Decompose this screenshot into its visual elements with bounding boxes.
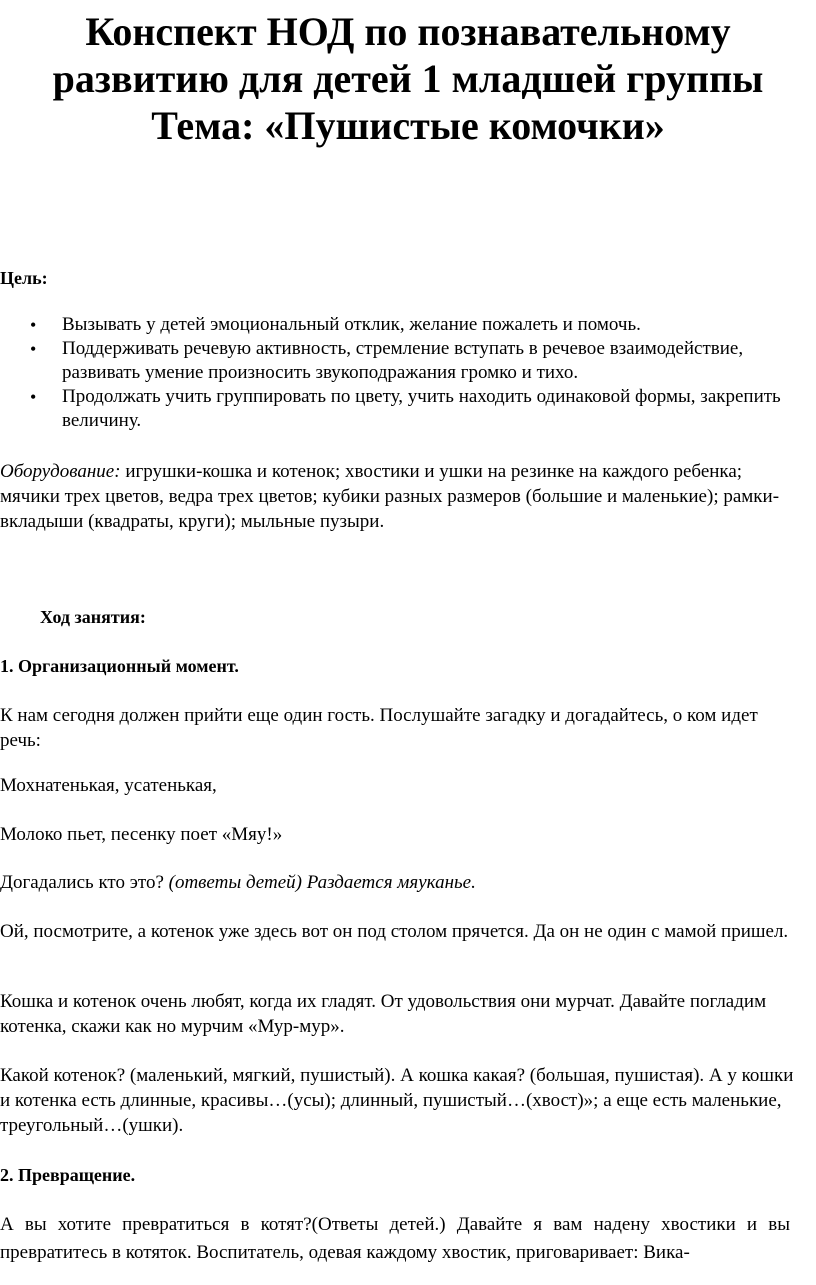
transformation-paragraph: А вы хотите превратиться в котят?(Ответы детей.) Давайте я вам надену хвостики и вы превратитесь в котяток. Воспитатель, одевая каждому хвостик, приговаривает: Вика- bbox=[0, 1214, 790, 1263]
goal-item: • Продолжать учить группировать по цвету, учить находить одинаковой формы, закрепить величину. bbox=[0, 385, 800, 433]
goal-item: • Вызывать у детей эмоциональный отклик, желание пожалеть и помочь. bbox=[0, 313, 800, 337]
stroke-paragraph: Кошка и котенок очень любят, когда их гладят. От удовольствия они мурчат. Давайте погладим котенка, скажи как но мурчим «Мур-мур». bbox=[0, 991, 767, 1037]
equipment-paragraph bbox=[0, 459, 800, 534]
title-line-1: Конспект НОД по познавательному bbox=[85, 9, 731, 54]
questions-paragraph: Какой котенок? (маленький, мягкий, пушистый). А кошка какая? (большая, пушистая). А у кошки и котенка есть длинные, красивы…(усы); длинный, пушистый…(хвост)»; а еще есть маленькие, треугольный…(ушки). bbox=[0, 1065, 794, 1136]
guess-text: Догадались кто это? bbox=[0, 872, 169, 893]
riddle-line-1: Мохнатенькая, усатенькая, bbox=[0, 775, 217, 796]
goal-heading: Цель: bbox=[0, 268, 48, 288]
goal-item: • Поддерживать речевую активность, стремление вступать в речевое взаимодействие, развивать умение произносить звукоподражания громко и тихо. bbox=[0, 337, 800, 385]
section-1-heading: 1. Организационный момент. bbox=[0, 656, 239, 676]
kitten-paragraph: Ой, посмотрите, а котенок уже здесь вот он под столом прячется. Да он не один с мамой пришел. bbox=[0, 921, 789, 942]
equipment-text: игрушки-кошка и котенок; хвостики и ушки на резинке на каждого ребенка; мячики трех цветов, ведра трех цветов; кубики разных размеров (большие и маленькие); рамки-вкладыши (квадраты, круги); мыльные пузыри. bbox=[0, 461, 780, 532]
goals-list bbox=[0, 313, 800, 433]
section-2-heading: 2. Превращение. bbox=[0, 1165, 136, 1185]
guess-paragraph bbox=[0, 870, 800, 895]
intro-paragraph: К нам сегодня должен прийти еще один гость. Послушайте загадку и догадайтесь, о ком идет речь: bbox=[0, 705, 758, 751]
guess-italic-text: (ответы детей) Раздается мяуканье. bbox=[168, 872, 476, 893]
title-line-2: развитию для детей 1 младшей группы bbox=[52, 56, 764, 101]
title-line-3: Тема: «Пушистые комочки» bbox=[151, 103, 665, 148]
equipment-label: Оборудование: bbox=[0, 461, 121, 482]
document-title bbox=[0, 8, 816, 149]
course-heading: Ход занятия: bbox=[40, 607, 146, 627]
riddle-line-2: Молоко пьет, песенку поет «Мяу!» bbox=[0, 824, 283, 845]
